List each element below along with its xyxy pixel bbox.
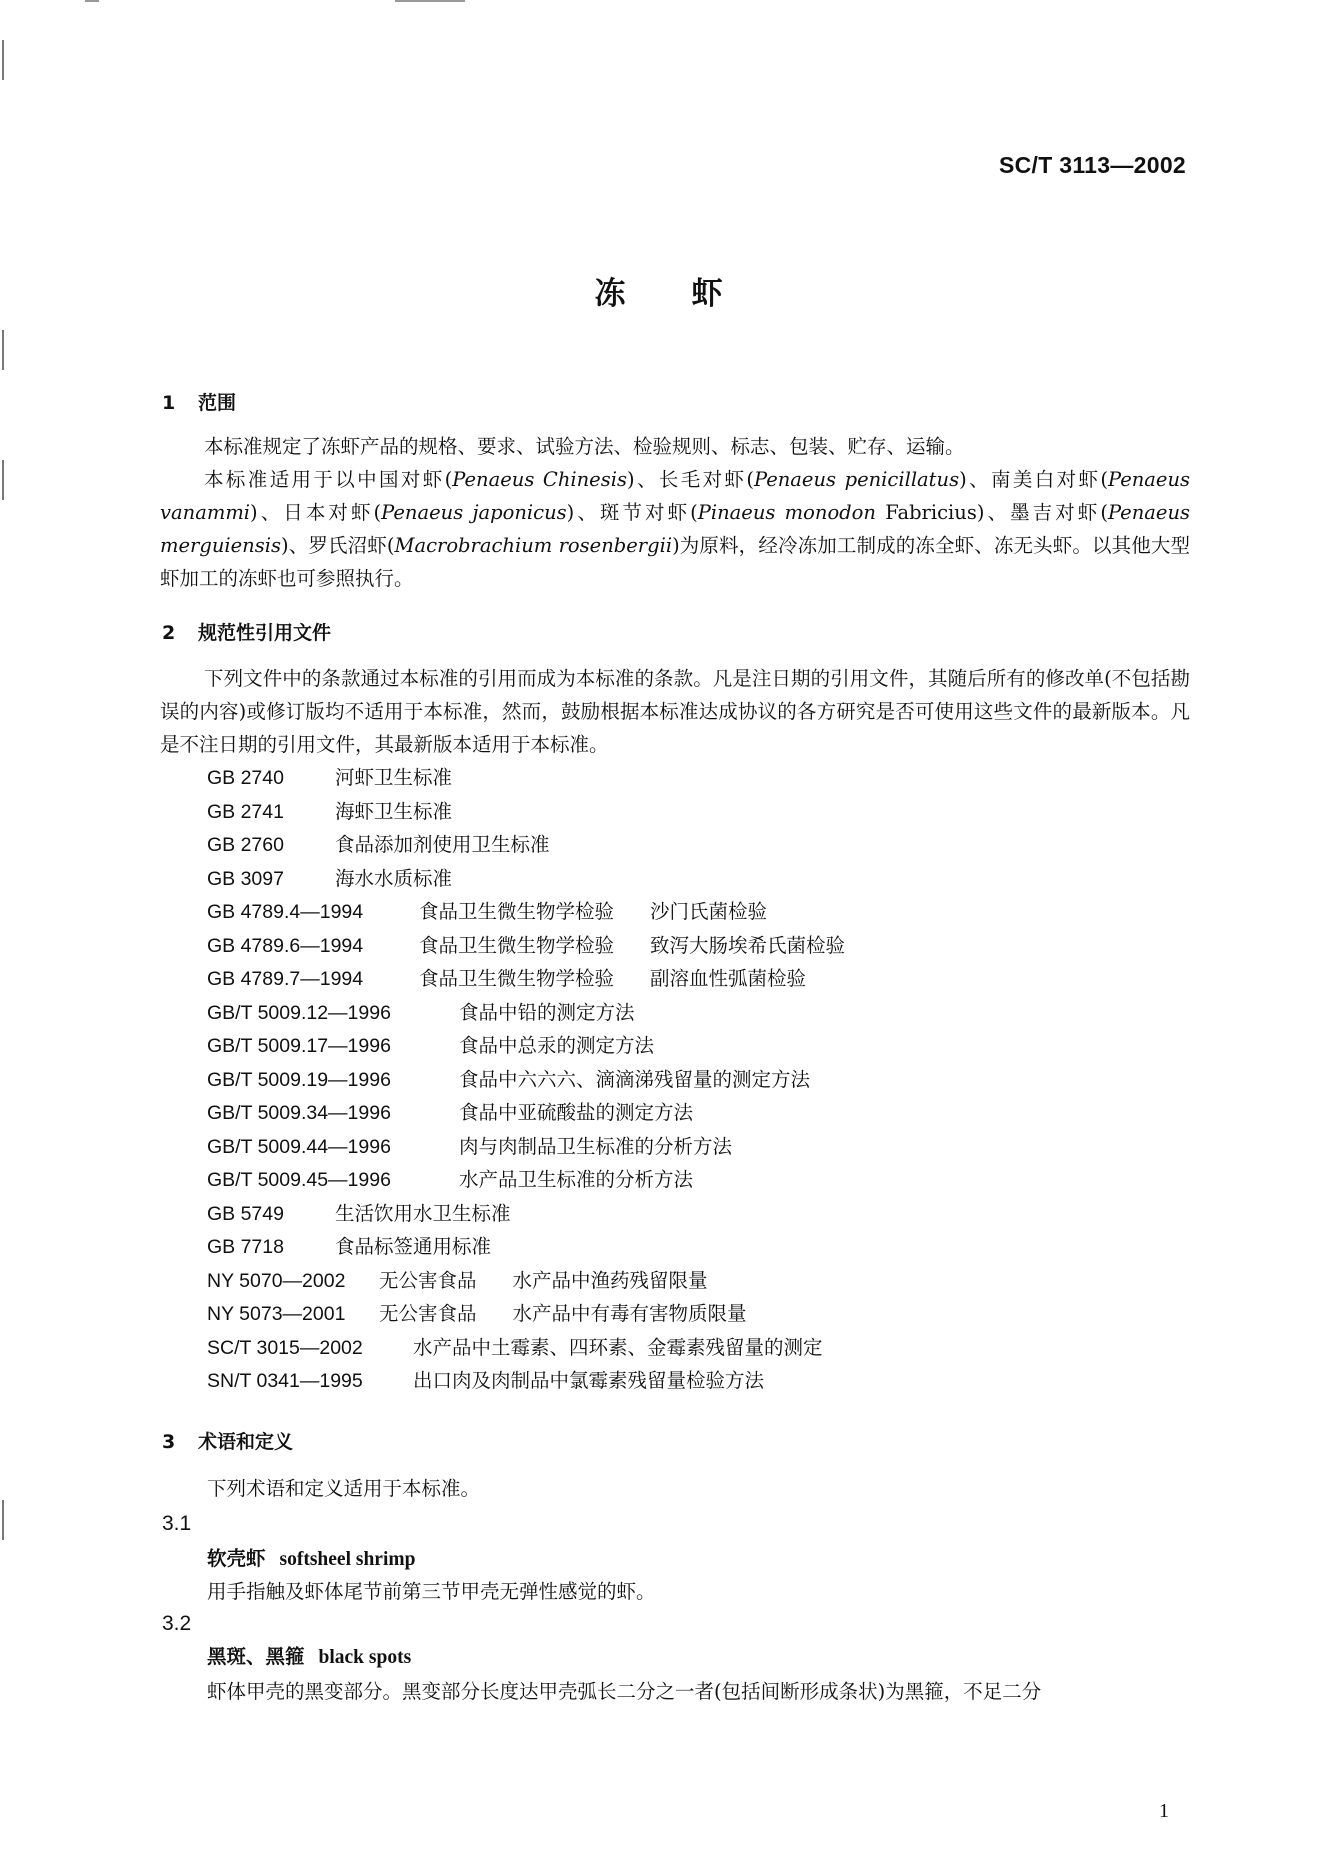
terms-intro: 下列术语和定义适用于本标准。 (207, 1477, 481, 1500)
latin-name: Penaeus merguiensis (160, 501, 1191, 557)
ref-subtitle: 副溶血性弧菌检验 (650, 967, 807, 990)
reference-item (207, 1364, 845, 1398)
ref-code: SC/T 3015—2002 (207, 1336, 363, 1359)
ref-title: 出口肉及肉制品中氯霉素残留量检验方法 (413, 1369, 765, 1392)
scan-margin-mark (2, 40, 4, 80)
ref-title: 食品中铅的测定方法 (459, 1000, 635, 1024)
section-number: 3 (162, 1431, 176, 1453)
scan-top-mark (85, 0, 99, 2)
section-title: 规范性引用文件 (198, 622, 332, 644)
reference-item (207, 895, 845, 929)
ref-code: GB 2760 (207, 834, 284, 856)
ref-code: GB/T 5009.45—1996 (207, 1169, 391, 1191)
section-number: 2 (162, 622, 176, 644)
text-run: )、日本对虾( (250, 501, 382, 524)
scan-margin-mark (2, 330, 4, 370)
ref-subtitle: 水产品中有毒有害物质限量 (512, 1302, 747, 1325)
latin-name: Pinaeus monodon (697, 501, 876, 524)
title-char-1: 冻 (594, 276, 626, 312)
term-definition: 用手指触及虾体尾节前第三节甲壳无弹性感觉的虾。 (207, 1580, 656, 1603)
latin-name: Macrobrachium rosenbergii (394, 534, 673, 557)
reference-item (207, 1130, 845, 1164)
latin-name: Penaeus japonicus (381, 501, 567, 524)
ref-title: 肉与肉制品卫生标准的分析方法 (459, 1134, 733, 1158)
term-heading (207, 1543, 415, 1571)
ref-title: 食品添加剂使用卫生标准 (335, 833, 550, 856)
reference-item (207, 1063, 845, 1097)
ref-subtitle: 水产品中渔药残留限量 (512, 1268, 708, 1292)
ref-code: NY 5070—2002 (207, 1269, 346, 1292)
term-en: black spots (318, 1647, 412, 1668)
ref-code: GB/T 5009.44—1996 (207, 1135, 391, 1158)
ref-title: 海虾卫生标准 (335, 799, 453, 823)
ref-title: 食品卫生微生物学检验 (419, 967, 615, 990)
reference-item (207, 862, 845, 896)
section-2-heading (162, 618, 331, 645)
section-3-heading (162, 1427, 293, 1454)
ref-title: 水产品中土霉素、四环素、金霉素残留量的测定 (413, 1335, 823, 1359)
reference-list (207, 761, 845, 1398)
reference-item (207, 795, 845, 829)
ref-title: 食品中六六六、滴滴涕残留量的测定方法 (459, 1067, 811, 1091)
ref-code: GB 7718 (207, 1236, 284, 1258)
text-run: )、长毛对虾( (626, 468, 754, 491)
text-run: )、斑节对虾( (566, 501, 698, 524)
latin-name: Penaeus vanammi (160, 468, 1191, 524)
text-run: 本标准适用于以中国对虾( (204, 468, 453, 491)
ref-code: GB 4789.7—1994 (207, 968, 364, 990)
ref-title: 食品卫生微生物学检验 (419, 933, 615, 957)
ref-title: 无公害食品 (379, 1268, 477, 1292)
ref-title: 无公害食品 (379, 1302, 477, 1325)
ref-code: NY 5073—2001 (207, 1303, 346, 1325)
term-en: softsheel shrimp (279, 1549, 416, 1570)
section-1-body (160, 430, 1190, 595)
clause-number: 3.2 (162, 1612, 192, 1635)
ref-code: GB/T 5009.19—1996 (207, 1068, 391, 1091)
ref-title: 食品中总汞的测定方法 (459, 1034, 655, 1057)
scope-paragraph-1: 本标准规定了冻虾产品的规格、要求、试验方法、检验规则、标志、包装、贮存、运输。 (204, 435, 965, 458)
reference-item (207, 1096, 845, 1130)
term-definition: 虾体甲壳的黑变部分。黑变部分长度达甲壳弧长二分之一者(包括间断形成条状)为黑箍，不足二分 (207, 1680, 1042, 1703)
scan-top-mark (395, 0, 465, 2)
ref-code: GB 2740 (207, 767, 284, 789)
ref-title: 水产品卫生标准的分析方法 (459, 1168, 694, 1191)
ref-title: 食品卫生微生物学检验 (419, 900, 615, 923)
latin-name: Penaeus Chinesis (452, 468, 627, 491)
scan-margin-mark (2, 1500, 4, 1540)
ref-code: GB 4789.4—1994 (207, 901, 364, 923)
ref-code: GB 2741 (207, 800, 284, 823)
ref-code: GB/T 5009.17—1996 (207, 1035, 391, 1057)
clause-number: 3.1 (162, 1512, 192, 1535)
title-char-2: 虾 (691, 276, 723, 312)
text-run: )、罗氏沼虾( (280, 534, 395, 557)
document-title (0, 268, 1317, 313)
section-title: 范围 (198, 392, 237, 414)
standard-code: SC/T 3113—2002 (998, 152, 1186, 178)
ref-code: SN/T 0341—1995 (207, 1370, 363, 1392)
ref-title: 生活饮用水卫生标准 (335, 1201, 511, 1225)
text-run: )为原料，经冷冻加工制成的冻全虾、冻无头虾。以其他大型虾加工的冻虾也可参照执行。 (160, 534, 1191, 590)
term-zh: 软壳虾 (207, 1547, 266, 1570)
section-title: 术语和定义 (198, 1431, 294, 1453)
section-number: 1 (162, 392, 176, 414)
section-1-heading (162, 388, 236, 415)
reference-item (207, 1331, 845, 1365)
reference-item (207, 1163, 845, 1197)
section-2-intro (160, 662, 1190, 761)
term-zh: 黑斑、黑箍 (207, 1645, 305, 1668)
ref-code: GB 3097 (207, 867, 284, 890)
reference-item (207, 1197, 845, 1231)
page-number: 1 (1159, 1800, 1169, 1822)
reference-item (207, 828, 845, 862)
reference-item (207, 1029, 845, 1063)
latin-name: Penaeus penicillatus (753, 468, 960, 491)
reference-item (207, 761, 845, 795)
ref-title: 食品中亚硫酸盐的测定方法 (459, 1101, 694, 1124)
reference-item (207, 1230, 845, 1264)
references-intro: 下列文件中的条款通过本标准的引用而成为本标准的条款。凡是注日期的引用文件，其随后所有的修改单(不包括勘误的内容)或修订版均不适用于本标准，然而，鼓励根据本标准达成协议的各方研究是否可使用这些文件的最新版本。凡是不注日期的引用文件，其最新版本适用于本标准。 (160, 667, 1190, 756)
ref-code: GB 5749 (207, 1202, 284, 1225)
reference-item (207, 929, 845, 963)
reference-item (207, 962, 845, 996)
ref-code: GB/T 5009.34—1996 (207, 1102, 391, 1124)
ref-subtitle: 致泻大肠埃希氏菌检验 (650, 933, 846, 957)
reference-item (207, 996, 845, 1030)
text-run: )、南美白对虾( (959, 468, 1108, 491)
ref-subtitle: 沙门氏菌检验 (650, 900, 768, 923)
reference-item (207, 1264, 845, 1298)
ref-code: GB 4789.6—1994 (207, 934, 364, 957)
ref-title: 海水水质标准 (335, 866, 453, 890)
reference-item (207, 1297, 845, 1331)
ref-title: 河虾卫生标准 (335, 766, 453, 789)
scan-margin-mark (2, 460, 4, 500)
text-run: Fabricius)、墨吉对虾( (875, 501, 1108, 524)
ref-code: GB/T 5009.12—1996 (207, 1001, 391, 1024)
ref-title: 食品标签通用标准 (335, 1235, 492, 1258)
scope-paragraph-2 (160, 463, 1190, 595)
term-heading (207, 1641, 411, 1669)
